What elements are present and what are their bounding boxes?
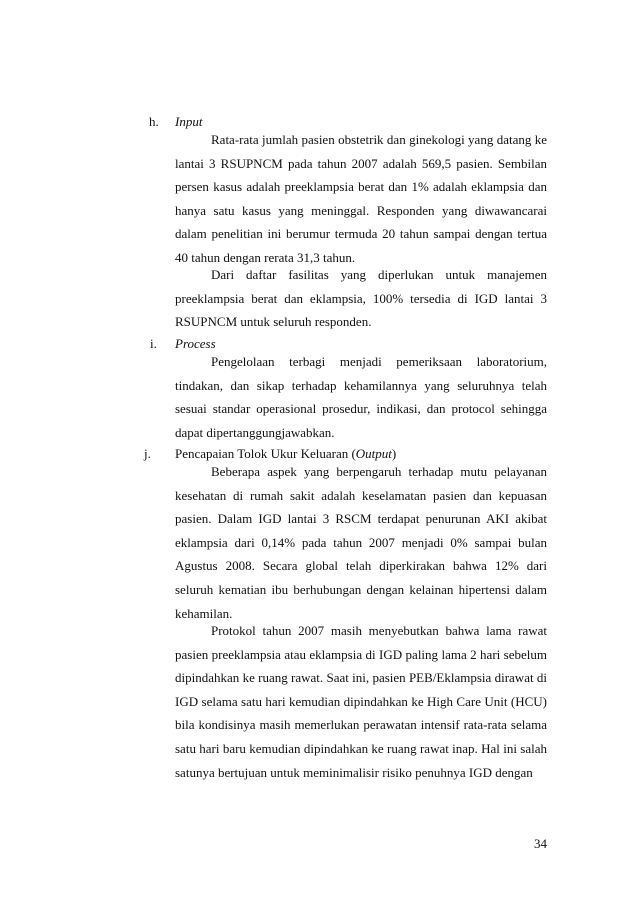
section-title-prefix: Pencapaian Tolok Ukur Keluaran (	[175, 446, 356, 461]
section-title-suffix: )	[391, 446, 397, 461]
section-marker: i.	[150, 336, 157, 351]
paragraph: Pengelolaan terbagi menjadi pemeriksaan laboratorium, tindakan, dan sikap terhadap kehamilannya yang seluruhnya telah sesuai standar operasional prosedur, indikasi, dan protocol sehingga dapat dipertanggungjawabkan.	[175, 354, 547, 440]
section-marker: h.	[149, 114, 159, 129]
paragraph: Beberapa aspek yang berpengaruh terhadap mutu pelayanan kesehatan di rumah sakit adalah keselamatan pasien dan kepuasan pasien. Dalam IGD lantai 3 RSCM terdapat penurunan AKI akibat eklampsia dari 0,14% pada tahun 2007 menjadi 0% sampai bulan Agustus 2008. Secara global telah diperkirakan bahwa 12% dari seluruh kematian ibu berhubungan dengan kelainan hipertensi dalam kehamilan.	[175, 464, 547, 621]
paragraph: Dari daftar fasilitas yang diperlukan untuk manajemen preeklampsia berat dan eklampsia, 100% tersedia di IGD lantai 3 RSUPNCM untuk seluruh responden.	[175, 267, 547, 330]
page-number: 34	[534, 836, 547, 851]
paragraph: Protokol tahun 2007 masih menyebutkan bahwa lama rawat pasien preeklampsia atau eklampsia di IGD paling lama 2 hari sebelum dipindahkan ke ruang rawat. Saat ini, pasien PEB/Eklampsia dirawat di IGD selama satu hari kemudian dipindahkan ke High Care Unit (HCU) bila kondisinya masih memerlukan perawatan intensif rata-rata selama satu hari baru kemudian dipindahkan ke ruang rawat inap. Hal ini salah satunya bertujuan untuk meminimalisir risiko penuhnya IGD dengan	[175, 623, 547, 780]
section-title: Process	[175, 336, 216, 351]
paragraph: Rata-rata jumlah pasien obstetrik dan ginekologi yang datang ke lantai 3 RSUPNCM pada tahun 2007 adalah 569,5 pasien. Sembilan persen kasus adalah preeklampsia berat dan 1% adalah eklampsia dan hanya satu kasus yang meninggal. Responden yang diwawancarai dalam penelitian ini berumur termuda 20 tahun sampai dengan tertua 40 tahun dengan rerata 31,3 tahun.	[175, 132, 547, 265]
section-marker: j.	[144, 446, 151, 461]
section-title: Input	[175, 114, 203, 129]
section-title-italic: Output	[355, 446, 392, 461]
